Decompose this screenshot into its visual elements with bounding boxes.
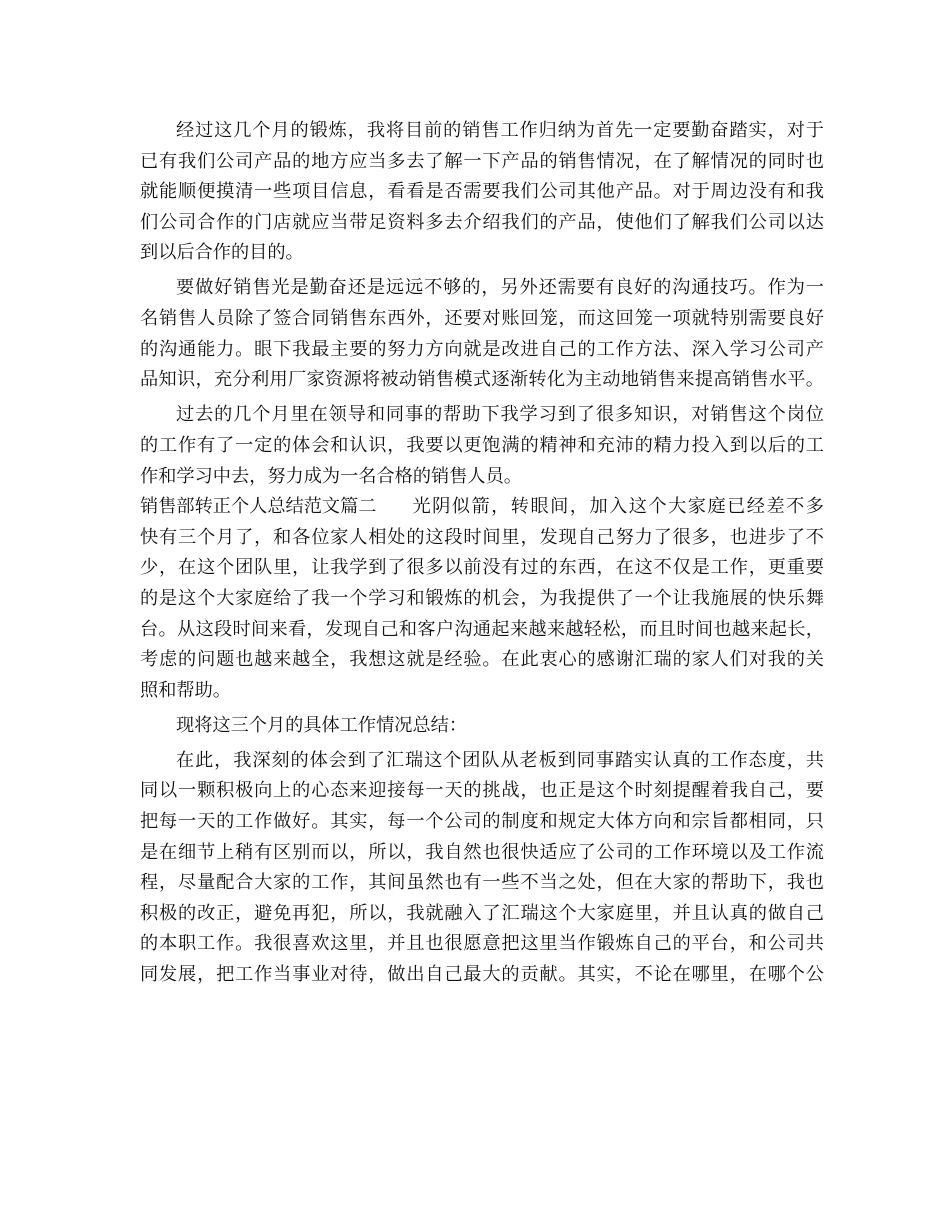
text-line: 的是这个大家庭给了我一个学习和锻炼的机会，为我提供了一个让我施展的快乐舞: [140, 587, 824, 609]
text-line: 的工作有了一定的体会和认识，我要以更饱满的精神和充沛的精力投入到以后的工: [140, 434, 824, 456]
text-line: 要做好销售光是勤奋还是远远不够的，另外还需要有良好的沟通技巧。作为一: [176, 277, 824, 299]
text-line: 名销售人员除了签合同销售东西外，还要对账回笼，而这回笼一项就特别需要良好: [140, 308, 824, 330]
text-line: 过去的几个月里在领导和同事的帮助下我学习到了很多知识，对销售这个岗位: [176, 404, 824, 426]
text-line: 照和帮助。: [140, 679, 231, 701]
text-line: 程，尽量配合大家的工作，其间虽然也有一些不当之处，但在大家的帮助下，我也: [140, 872, 824, 894]
text-line: 作和学习中去，努力成为一名合格的销售人员。: [140, 465, 522, 487]
text-line: 已有我们公司产品的地方应当多去了解一下产品的销售情况，在了解情况的同时也: [140, 150, 824, 172]
text-line: 积极的改正，避免再犯，所以，我就融入了汇瑞这个大家庭里，并且认真的做自己: [140, 902, 824, 924]
text-line: 在此，我深刻的体会到了汇瑞这个团队从老板到同事踏实认真的工作态度，共: [176, 749, 824, 771]
section-heading: 销售部转正个人总结范文篇二: [140, 496, 377, 518]
text-line: 的沟通能力。眼下我最主要的努力方向就是改进自己的工作方法、深入学习公司产: [140, 338, 824, 360]
text-line: 到以后合作的目的。: [140, 242, 304, 264]
text-line: 们公司合作的门店就应当带足资料多去介绍我们的产品，使他们了解我们公司以达: [140, 211, 824, 233]
text-line: 台。从这段时间来看，发现自己和客户沟通起来越来越轻松，而且时间也越来起长，: [140, 618, 824, 640]
text-line: 是在细节上稍有区别而以，所以，我自然也很快适应了公司的工作环境以及工作流: [140, 841, 824, 863]
text-line: 把每一天的工作做好。其实，每一个公司的制度和规定大体方向和宗旨都相同，只: [140, 811, 824, 833]
text-line: 快有三个月了，和各位家人相处的这段时间里，发现自己努力了很多，也进步了不: [140, 526, 824, 548]
paragraph-final: [140, 746, 824, 991]
text-line: 考虑的问题也越来越全，我想这就是经验。在此衷心的感谢汇瑞的家人们对我的关: [140, 649, 824, 671]
text-line: 就能顺便摸清一些项目信息，看看是否需要我们公司其他产品。对于周边没有和我: [140, 181, 824, 203]
section-two: [140, 492, 824, 706]
section-heading-line: [140, 492, 824, 523]
paragraph-2: [140, 273, 824, 395]
text-line: 同发展，把工作当事业对待，做出自己最大的贡献。其实，不论在哪里，在哪个公: [140, 964, 824, 986]
text-line: 经过这几个月的锻炼，我将目前的销售工作归纳为首先一定要勤奋踏实，对于: [176, 120, 824, 141]
text-line: 同以一颗积极向上的心态来迎接每一天的挑战，也正是这个时刻提醒着我自己，要: [140, 780, 824, 802]
summary-intro: 现将这三个月的具体工作情况总结：: [176, 714, 468, 736]
paragraph-1: [140, 116, 824, 269]
paragraph-3: [140, 400, 824, 492]
summary-intro-paragraph: [140, 711, 824, 742]
document-body: [140, 116, 824, 991]
section-first-line: 光阴似箭，转眼间，加入这个大家庭已经差不多: [412, 496, 824, 518]
text-line: 少，在这个团队里，让我学到了很多以前没有过的东西，在这不仅是工作，更重要: [140, 557, 824, 579]
text-line: 的本职工作。我很喜欢这里，并且也很愿意把这里当作锻炼自己的平台，和公司共: [140, 933, 824, 955]
text-line: 品知识，充分利用厂家资源将被动销售模式逐渐转化为主动地销售来提高销售水平。: [140, 369, 824, 391]
